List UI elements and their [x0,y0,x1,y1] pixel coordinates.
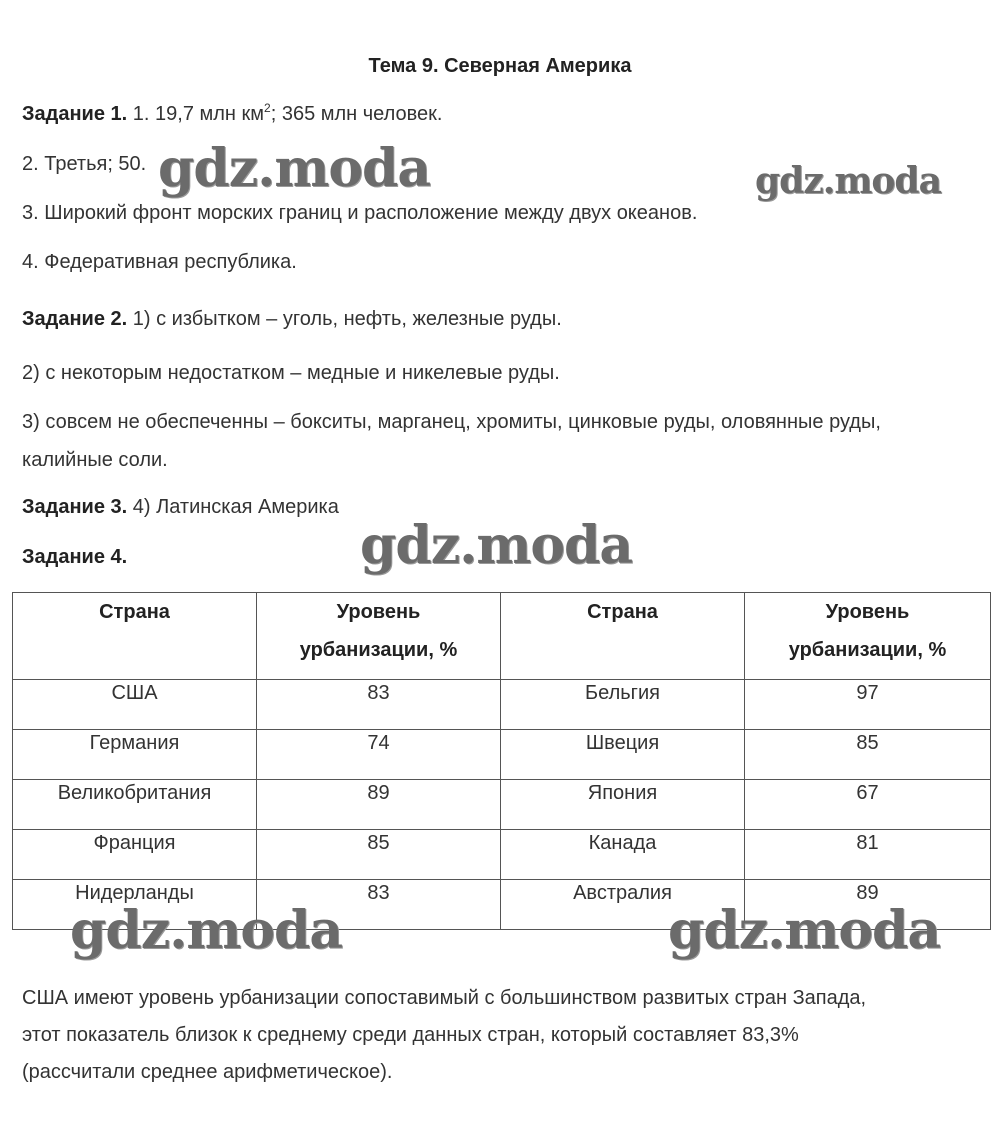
task1-line1 [22,103,443,126]
task2-item3-line1: 3) совсем не обеспеченны – бокситы, марганец, хромиты, цинковые руды, оловянные руды, [22,411,881,433]
header-level-line2: урбанизации, % [788,639,947,661]
table-row [13,830,991,880]
header-country-right: Страна [501,593,745,680]
table-cell-value: 85 [745,730,991,780]
task1-item4: 4. Федеративная республика. [22,251,297,273]
header-level-line1: Уровень [336,601,421,623]
conclusion-line1: США имеют уровень урбанизации сопоставимый с большинством развитых стран Запада, [22,987,867,1009]
table-cell-country: Нидерланды [13,880,257,930]
table-cell-country: Австралия [501,880,745,930]
watermark: gdz.moda [158,138,431,199]
watermark: gdz.moda [755,160,941,202]
table-row [13,730,991,780]
header-level-line2: урбанизации, % [299,639,458,661]
task4-line [22,546,127,569]
table-cell-value: 89 [257,780,501,830]
task2-label: Задание 2. [22,308,128,330]
task3-answer: 4) Латинская Америка [127,496,339,518]
page-title: Тема 9. Северная Америка [368,55,632,77]
table-cell-country: Канада [501,830,745,880]
task1-item1-sup: 2 [264,101,271,115]
table-row [13,680,991,730]
task3-label: Задание 3. [22,496,128,518]
table-row [13,780,991,830]
table-cell-country: Швеция [501,730,745,780]
table-cell-value: 89 [745,880,991,930]
table-cell-value: 67 [745,780,991,830]
table-cell-country: Великобритания [13,780,257,830]
conclusion-paragraph [22,980,982,1091]
header-level-right [745,593,991,680]
table-cell-value: 74 [257,730,501,780]
conclusion-line2: этот показатель близок к среднему среди данных стран, который составляет 83,3% [22,1024,799,1046]
task3-line [22,496,339,519]
table-cell-value: 85 [257,830,501,880]
header-level-line1: Уровень [825,601,910,623]
table-cell-value: 83 [257,680,501,730]
task2-item3-line2: калийные соли. [22,449,168,471]
watermark: gdz.moda [360,515,633,576]
table-header-row [13,593,991,680]
table-cell-value: 83 [257,880,501,930]
table-cell-country: Франция [13,830,257,880]
urbanization-table [12,592,991,930]
table-cell-country: Германия [13,730,257,780]
table-cell-value: 97 [745,680,991,730]
task1-item2: 2. Третья; 50. [22,153,147,175]
watermark: gdz.moda [70,900,343,961]
conclusion-line3: (рассчитали среднее арифметическое). [22,1061,393,1083]
task2-line1 [22,308,562,331]
task1-item3: 3. Широкий фронт морских границ и расположение между двух океанов. [22,202,698,224]
table-cell-value: 81 [745,830,991,880]
header-level-left [257,593,501,680]
task2-item2: 2) с некоторым недостатком – медные и никелевые руды. [22,362,560,384]
table-cell-country: США [13,680,257,730]
table-cell-country: Бельгия [501,680,745,730]
task1-item1-prefix: 1. 19,7 млн км [127,103,265,125]
header-country-left: Страна [13,593,257,680]
task2-item1: 1) с избытком – уголь, нефть, железные руды. [127,308,562,330]
task1-label: Задание 1. [22,103,128,125]
watermark: gdz.moda [668,900,941,961]
table-cell-country: Япония [501,780,745,830]
task1-item1-suffix: ; 365 млн человек. [270,103,443,125]
task4-label: Задание 4. [22,546,128,568]
